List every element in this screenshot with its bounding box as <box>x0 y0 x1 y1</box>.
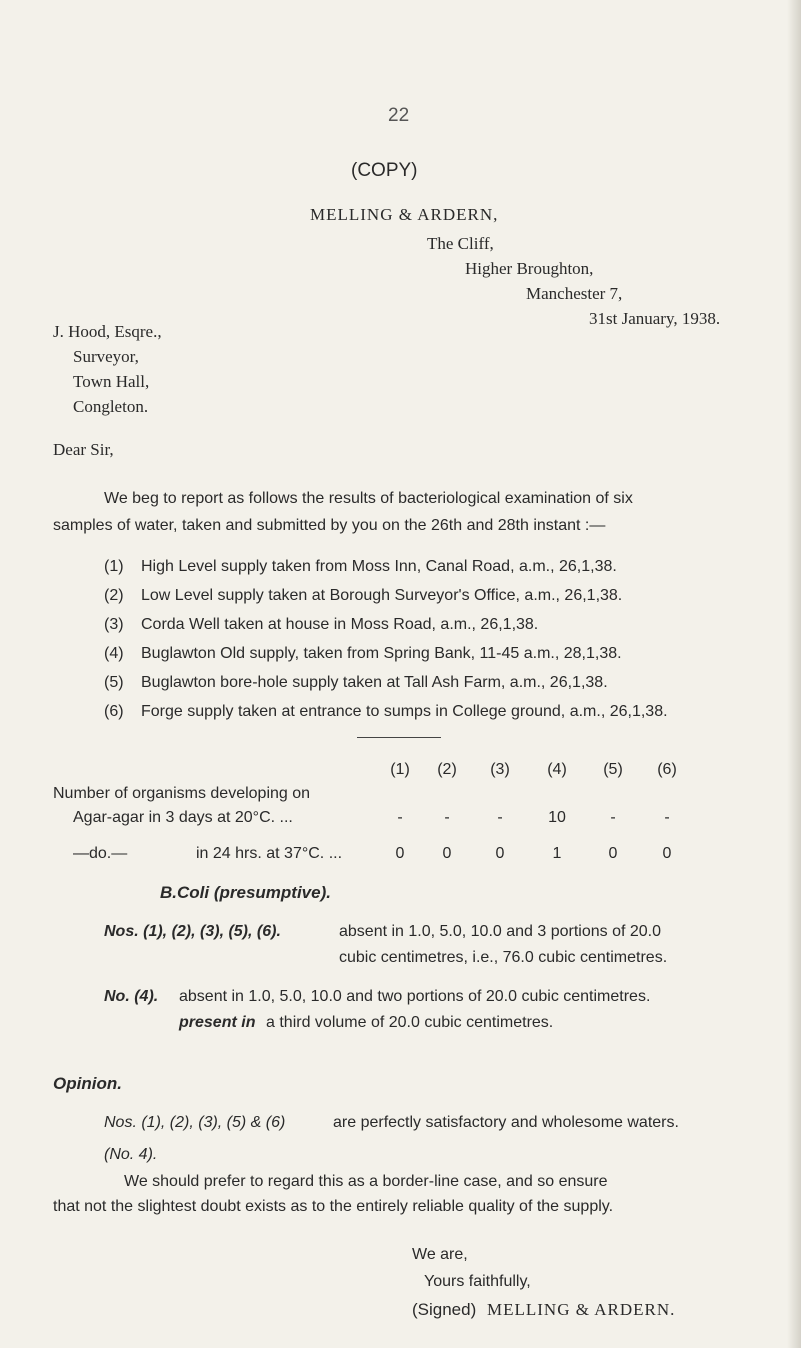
recipient-line: Surveyor, <box>73 347 139 366</box>
letter-date: 31st January, 1938. <box>589 309 721 328</box>
sample-description: High Level supply taken from Moss Inn, Canal Road, a.m., 26,1,38. <box>141 558 617 575</box>
bcoli-samples-lead: Nos. (1), (2), (3), (5), (6). <box>104 923 281 940</box>
opinion-text: are perfectly satisfactory and wholesome waters. <box>333 1114 679 1131</box>
sender-address-line: The Cliff, <box>427 234 494 253</box>
sample-description: Buglawton bore-hole supply taken at Tall Ash Farm, a.m., 26,1,38. <box>141 674 608 691</box>
table-rule <box>357 737 441 738</box>
recipient-line: Town Hall, <box>73 372 150 391</box>
bcoli-sample4-lead: No. (4). <box>104 988 159 1005</box>
sample-description: Buglawton Old supply, taken from Spring Bank, 11-45 a.m., 28,1,38. <box>141 645 622 662</box>
table-header: (5) <box>603 761 623 778</box>
bcoli-text: absent in 1.0, 5.0, 10.0 and 3 portions of 20.0 <box>339 923 662 940</box>
opinion-samples-lead: Nos. (1), (2), (3), (5) & (6) <box>104 1114 286 1131</box>
bcoli-heading: B.Coli (presumptive). <box>160 883 331 902</box>
table-cell: 0 <box>395 845 405 862</box>
opinion-text: that not the slightest doubt exists as to the entirely reliable quality of the supply. <box>53 1198 614 1215</box>
intro-line: We beg to report as follows the results of bacteriological examination of six <box>104 490 633 507</box>
table-cell: 10 <box>548 809 566 826</box>
table-header: (6) <box>657 761 677 778</box>
sample-description: Corda Well taken at house in Moss Road, a.m., 26,1,38. <box>141 616 539 633</box>
row-label: —do.— <box>73 845 128 862</box>
closing-line: Yours faithfully, <box>424 1273 531 1290</box>
salutation: Dear Sir, <box>53 440 114 459</box>
sample-description: Low Level supply taken at Borough Surveyor's Office, a.m., 26,1,38. <box>141 587 623 604</box>
sender-address-line: Manchester 7, <box>526 284 623 303</box>
table-cell: - <box>664 809 670 826</box>
sample-number: (1) <box>104 558 124 575</box>
page-number: 22 <box>388 105 410 126</box>
opinion-text: We should prefer to regard this as a border-line case, and so ensure <box>124 1173 608 1190</box>
table-cell: - <box>397 809 403 826</box>
bcoli-present-emphasis: present in <box>179 1014 256 1031</box>
bcoli-text: absent in 1.0, 5.0, 10.0 and two portions of 20.0 cubic centimetres. <box>179 988 651 1005</box>
recipient-line: J. Hood, Esqre., <box>53 322 162 341</box>
table-cell: - <box>497 809 503 826</box>
recipient-line: Congleton. <box>73 397 149 416</box>
sender-name: MELLING & ARDERN, <box>310 205 499 224</box>
bcoli-text: a third volume of 20.0 cubic centimetres. <box>266 1014 554 1031</box>
bcoli-text: cubic centimetres, i.e., 76.0 cubic centimetres. <box>339 949 668 966</box>
sample-number: (6) <box>104 703 124 720</box>
table-header: (3) <box>490 761 510 778</box>
table-header: (1) <box>390 761 410 778</box>
row-label: in 24 hrs. at 37°C. ... <box>196 845 343 862</box>
row-label: Agar-agar in 3 days at 20°C. ... <box>73 809 293 826</box>
sender-address-line: Higher Broughton, <box>465 259 594 278</box>
table-cell: 0 <box>495 845 505 862</box>
sample-number: (3) <box>104 616 124 633</box>
table-cell: 0 <box>662 845 672 862</box>
intro-line: samples of water, taken and submitted by you on the 26th and 28th instant :— <box>53 517 606 534</box>
table-cell: - <box>610 809 616 826</box>
table-cell: 1 <box>552 845 562 862</box>
closing-line: We are, <box>412 1246 468 1263</box>
sample-number: (5) <box>104 674 124 691</box>
table-cell: 0 <box>608 845 618 862</box>
signature: MELLING & ARDERN. <box>487 1300 676 1319</box>
signed-label: (Signed) <box>412 1300 477 1319</box>
sample-description: Forge supply taken at entrance to sumps in College ground, a.m., 26,1,38. <box>141 703 668 720</box>
table-cell: 0 <box>442 845 452 862</box>
sample-number: (2) <box>104 587 124 604</box>
opinion-sample4-label: (No. 4). <box>104 1146 158 1163</box>
table-header: (4) <box>547 761 567 778</box>
opinion-heading: Opinion. <box>53 1074 122 1093</box>
sample-number: (4) <box>104 645 124 662</box>
table-cell: - <box>444 809 450 826</box>
table-header: (2) <box>437 761 457 778</box>
row-label: Number of organisms developing on <box>53 785 311 802</box>
page-edge-shadow <box>787 0 801 1348</box>
copy-label: (COPY) <box>351 160 418 181</box>
